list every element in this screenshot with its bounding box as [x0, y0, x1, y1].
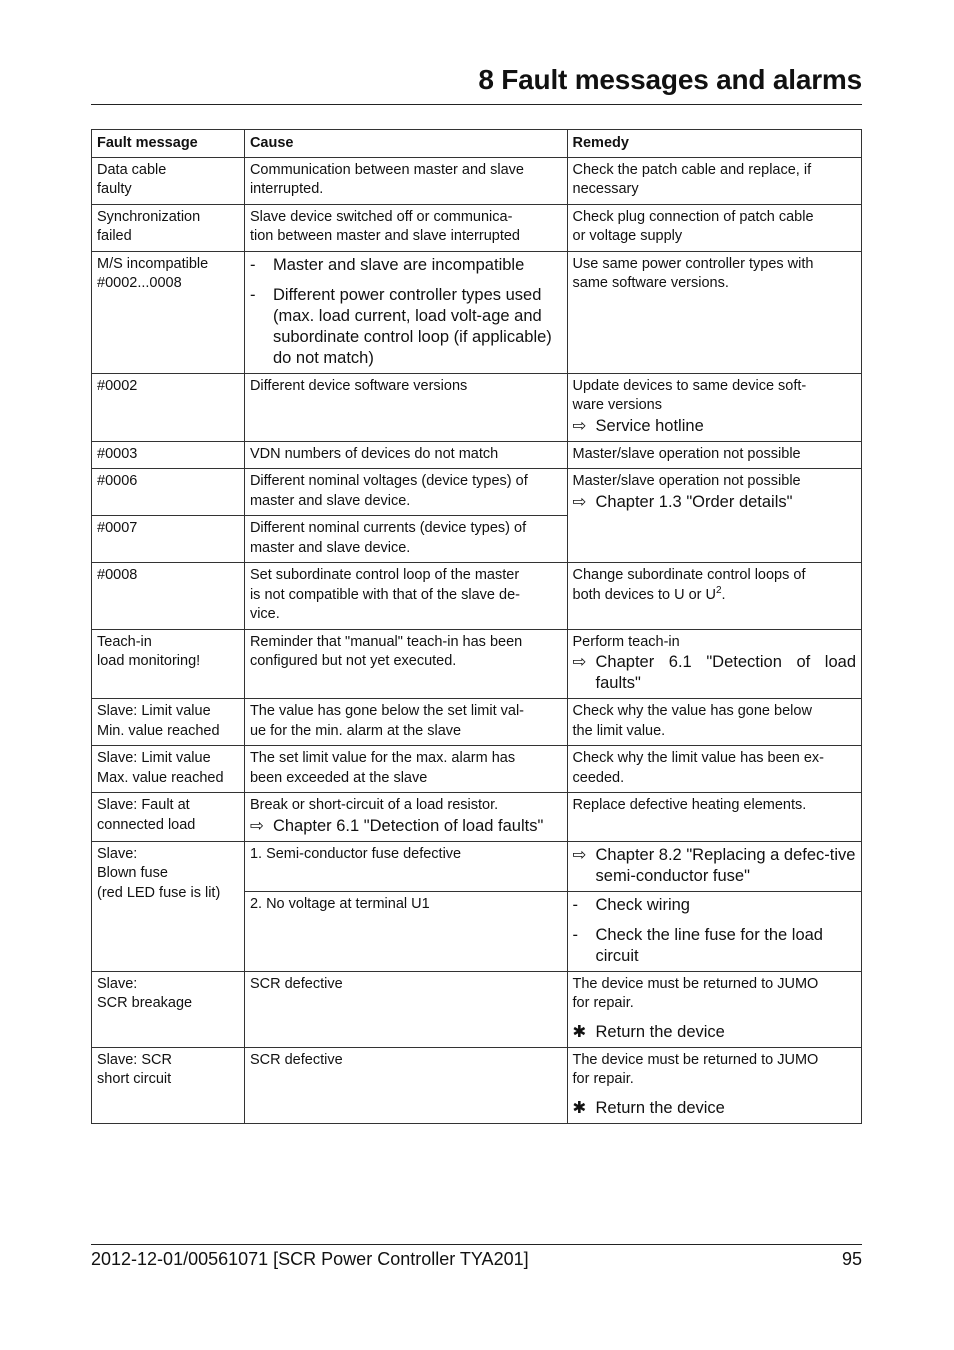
cause-cell: SCR defective — [244, 1047, 567, 1123]
remedy-cell: Master/slave operation not possible ⇨ Chapter 1.3 "Order details" — [567, 469, 861, 563]
table-row — [92, 746, 862, 793]
fault-cell: #0002 — [92, 373, 245, 441]
remedy-cell: Master/slave operation not possible — [567, 441, 861, 469]
fault-cell: Slave: SCR breakage — [92, 971, 245, 1047]
fault-cell: Slave: Limit value Max. value reached — [92, 746, 245, 793]
asterisk-icon: ✱ — [572, 1022, 587, 1041]
table-row — [92, 563, 862, 630]
remedy-cell: Check why the limit value has been ex- ceeded. — [567, 746, 861, 793]
fault-table — [91, 129, 862, 1124]
cause-cell — [244, 251, 567, 373]
table-row — [92, 251, 862, 373]
arrow-right-icon: ⇨ — [572, 653, 587, 671]
cross-reference: ⇨ Chapter 8.2 "Replacing a defec-tive semi-conductor fuse" — [572, 845, 856, 885]
table-header-row — [92, 130, 862, 158]
table-row — [92, 629, 862, 699]
remedy-cell: Check plug connection of patch cable or voltage supply — [567, 204, 861, 251]
bullet-item: - Check wiring — [572, 895, 690, 914]
cause-cell: SCR defective — [244, 971, 567, 1047]
table-row — [92, 441, 862, 469]
cross-reference: ⇨ Chapter 1.3 "Order details" — [572, 492, 793, 511]
cause-cell: Set subordinate control loop of the master is not compatible with that of the slave de- vice. — [244, 563, 567, 630]
table-row — [92, 971, 862, 1047]
cause-cell: Communication between master and slave interrupted. — [244, 157, 567, 204]
fault-cell: Data cable faulty — [92, 157, 245, 204]
cross-reference: ⇨ Service hotline — [572, 416, 704, 435]
cause-cell: Reminder that "manual" teach-in has been configured but not yet executed. — [244, 629, 567, 699]
remedy-cell: Use same power controller types with same software versions. — [567, 251, 861, 373]
arrow-right-icon: ⇨ — [572, 492, 587, 511]
cause-cell: The value has gone below the set limit val- ue for the min. alarm at the slave — [244, 699, 567, 746]
title-divider — [91, 104, 862, 105]
table-row — [92, 373, 862, 441]
remedy-cell: Perform teach-in ⇨ Chapter 6.1 "Detection of load faults" — [567, 629, 861, 699]
fault-cell: Synchronization failed — [92, 204, 245, 251]
fault-cell: Slave: SCR short circuit — [92, 1047, 245, 1123]
cross-reference: ⇨ Chapter 6.1 "Detection of load faults" — [249, 816, 544, 835]
remedy-cell: Replace defective heating elements. — [567, 793, 861, 842]
asterisk-icon: ✱ — [572, 1098, 587, 1117]
fault-cell: Slave: Blown fuse (red LED fuse is lit) — [92, 841, 245, 971]
table-row — [92, 204, 862, 251]
cross-reference: ⇨ Chapter 6.1 "Detection of load faults" — [572, 653, 856, 692]
remedy-cell: Change subordinate control loops of both devices to U or $U^2$. — [567, 563, 861, 630]
fault-cell: Slave: Limit value Min. value reached — [92, 699, 245, 746]
header-cause: Cause — [244, 130, 567, 158]
table-row — [92, 793, 862, 842]
dash-icon: - — [249, 255, 256, 274]
cause-cell: Different nominal currents (device types) of master and slave device. — [244, 516, 567, 563]
remedy-cell: Update devices to same device soft- ware versions ⇨ Service hotline — [567, 373, 861, 441]
remedy-cell: Check the patch cable and replace, if necessary — [567, 157, 861, 204]
table-row — [92, 699, 862, 746]
cause-cell: Break or short-circuit of a load resistor. ⇨ Chapter 6.1 "Detection of load faults" — [244, 793, 567, 842]
bullet-item: - Check the line fuse for the load circuit — [572, 925, 823, 965]
action-item: ✱ Return the device — [572, 1098, 725, 1117]
remedy-cell: The device must be returned to JUMO for repair. ✱ Return the device — [567, 971, 861, 1047]
footer-document-id: 2012-12-01/00561071 [SCR Power Controller TYA201] — [91, 1249, 529, 1269]
action-item: ✱ Return the device — [572, 1022, 725, 1041]
header-fault-message: Fault message — [92, 130, 245, 158]
footer-divider — [91, 1244, 862, 1245]
header-remedy: Remedy — [567, 130, 861, 158]
fault-cell: M/S incompatible #0002...0008 — [92, 251, 245, 373]
cause-cell: 1. Semi-conductor fuse defective — [244, 841, 567, 891]
bullet-item: - Master and slave are incompatible — [249, 255, 525, 274]
fault-cell: #0007 — [92, 516, 245, 563]
table-row — [92, 1047, 862, 1123]
page-title: 8 Fault messages and alarms — [478, 64, 862, 95]
fault-cell: Slave: Fault at connected load — [92, 793, 245, 842]
remedy-cell: The device must be returned to JUMO for repair. ✱ Return the device — [567, 1047, 861, 1123]
cause-cell: VDN numbers of devices do not match — [244, 441, 567, 469]
table-row — [92, 841, 862, 891]
cause-cell: 2. No voltage at terminal U1 — [244, 891, 567, 971]
dash-icon: - — [572, 895, 579, 914]
remedy-cell — [567, 841, 861, 891]
bullet-item: - Different power controller types used (max. load current, load volt-age and subordinate control loop (if applicable) do not match) — [249, 285, 552, 367]
remedy-cell — [567, 891, 861, 971]
arrow-right-icon: ⇨ — [572, 845, 587, 864]
fault-cell: Teach-in load monitoring! — [92, 629, 245, 699]
cause-cell: Different device software versions — [244, 373, 567, 441]
table-row — [92, 157, 862, 204]
fault-cell: #0008 — [92, 563, 245, 630]
fault-cell: #0006 — [92, 469, 245, 516]
cause-cell: Different nominal voltages (device types) of master and slave device. — [244, 469, 567, 516]
cause-cell: The set limit value for the max. alarm has been exceeded at the slave — [244, 746, 567, 793]
table-row — [92, 469, 862, 516]
page-number: 95 — [841, 1249, 862, 1269]
dash-icon: - — [249, 285, 256, 304]
fault-cell: #0003 — [92, 441, 245, 469]
remedy-cell: Check why the value has gone below the limit value. — [567, 699, 861, 746]
arrow-right-icon: ⇨ — [249, 816, 264, 835]
dash-icon: - — [572, 925, 579, 944]
cause-cell: Slave device switched off or communica- tion between master and slave interrupted — [244, 204, 567, 251]
arrow-right-icon: ⇨ — [572, 416, 587, 435]
